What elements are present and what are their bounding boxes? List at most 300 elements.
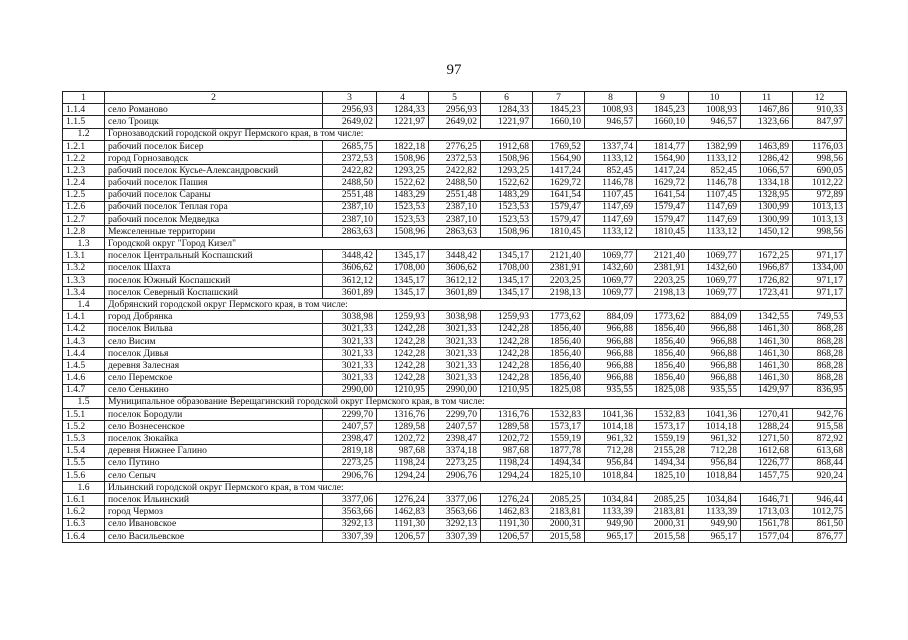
row-code: 1.2.8 bbox=[63, 226, 105, 238]
column-number-row bbox=[63, 92, 847, 104]
settlement-name: село Путино bbox=[105, 457, 323, 469]
settlement-name: поселок Северный Коспашский bbox=[105, 287, 323, 299]
row-code: 1.6 bbox=[63, 482, 105, 494]
value-cell: 2273,25 bbox=[323, 457, 377, 469]
row-code: 1.1.4 bbox=[63, 104, 105, 116]
settlement-name: поселок Шахта bbox=[105, 262, 323, 274]
value-cell: 2398,47 bbox=[323, 433, 377, 445]
section-title: Городской округ "Город Кизел" bbox=[105, 238, 847, 250]
row-code: 1.6.2 bbox=[63, 506, 105, 518]
value-cell: 966,88 bbox=[689, 372, 741, 384]
value-cell: 1877,78 bbox=[533, 445, 585, 457]
value-cell: 1069,77 bbox=[585, 274, 637, 286]
section-row bbox=[63, 396, 847, 408]
table-row bbox=[63, 104, 847, 116]
value-cell: 1417,24 bbox=[637, 165, 689, 177]
value-cell: 3601,89 bbox=[429, 287, 481, 299]
value-cell: 1328,95 bbox=[741, 189, 793, 201]
value-cell: 1773,62 bbox=[637, 311, 689, 323]
value-cell: 1133,12 bbox=[689, 226, 741, 238]
row-code: 1.3.3 bbox=[63, 274, 105, 286]
row-code: 1.2.1 bbox=[63, 140, 105, 152]
tariff-table bbox=[62, 91, 847, 543]
value-cell: 1198,24 bbox=[481, 457, 533, 469]
value-cell: 2381,91 bbox=[533, 262, 585, 274]
section-title: Муниципальное образование Верещагинский городской округ Пермского края, в том числе: bbox=[105, 396, 847, 408]
value-cell: 2273,25 bbox=[429, 457, 481, 469]
value-cell: 1259,93 bbox=[377, 311, 429, 323]
column-number-1: 1 bbox=[63, 92, 105, 104]
value-cell: 1417,24 bbox=[533, 165, 585, 177]
value-cell: 884,09 bbox=[585, 311, 637, 323]
section-row bbox=[63, 482, 847, 494]
value-cell: 1334,00 bbox=[793, 262, 847, 274]
value-cell: 1271,50 bbox=[741, 433, 793, 445]
row-code: 1.5.3 bbox=[63, 433, 105, 445]
row-code: 1.3.2 bbox=[63, 262, 105, 274]
table-row bbox=[63, 506, 847, 518]
value-cell: 2407,57 bbox=[323, 421, 377, 433]
value-cell: 1822,18 bbox=[377, 140, 429, 152]
column-number-3: 3 bbox=[323, 92, 377, 104]
value-cell: 1508,96 bbox=[481, 226, 533, 238]
table-row bbox=[63, 262, 847, 274]
value-cell: 961,32 bbox=[689, 433, 741, 445]
value-cell: 3021,33 bbox=[429, 347, 481, 359]
row-code: 1.4 bbox=[63, 299, 105, 311]
value-cell: 910,33 bbox=[793, 104, 847, 116]
value-cell: 3038,98 bbox=[429, 311, 481, 323]
value-cell: 2422,82 bbox=[323, 165, 377, 177]
value-cell: 861,50 bbox=[793, 518, 847, 530]
row-code: 1.4.7 bbox=[63, 384, 105, 396]
value-cell: 712,28 bbox=[585, 445, 637, 457]
value-cell: 942,76 bbox=[793, 408, 847, 420]
table-row bbox=[63, 530, 847, 542]
value-cell: 1432,60 bbox=[689, 262, 741, 274]
value-cell: 1147,69 bbox=[689, 213, 741, 225]
page-number: 97 bbox=[446, 62, 462, 78]
value-cell: 1825,08 bbox=[533, 384, 585, 396]
settlement-name: город Чермоз bbox=[105, 506, 323, 518]
value-cell: 2863,63 bbox=[323, 226, 377, 238]
row-code: 1.3.1 bbox=[63, 250, 105, 262]
section-row bbox=[63, 299, 847, 311]
value-cell: 1041,36 bbox=[689, 408, 741, 420]
value-cell: 1708,00 bbox=[377, 262, 429, 274]
value-cell: 1147,69 bbox=[585, 201, 637, 213]
value-cell: 2956,93 bbox=[429, 104, 481, 116]
row-code: 1.6.4 bbox=[63, 530, 105, 542]
value-cell: 1345,17 bbox=[481, 274, 533, 286]
value-cell: 998,56 bbox=[793, 152, 847, 164]
value-cell: 1202,72 bbox=[481, 433, 533, 445]
settlement-name: поселок Ильинский bbox=[105, 494, 323, 506]
value-cell: 1300,99 bbox=[741, 201, 793, 213]
value-cell: 1345,17 bbox=[481, 287, 533, 299]
value-cell: 1646,71 bbox=[741, 494, 793, 506]
value-cell: 2085,25 bbox=[533, 494, 585, 506]
row-code: 1.3 bbox=[63, 238, 105, 250]
value-cell: 1300,99 bbox=[741, 213, 793, 225]
value-cell: 1286,42 bbox=[741, 152, 793, 164]
value-cell: 915,58 bbox=[793, 421, 847, 433]
value-cell: 2203,25 bbox=[533, 274, 585, 286]
value-cell: 852,45 bbox=[689, 165, 741, 177]
value-cell: 1825,10 bbox=[533, 469, 585, 481]
value-cell: 1573,17 bbox=[533, 421, 585, 433]
value-cell: 2387,10 bbox=[429, 201, 481, 213]
value-cell: 1146,78 bbox=[585, 177, 637, 189]
value-cell: 3377,06 bbox=[429, 494, 481, 506]
value-cell: 1107,45 bbox=[689, 189, 741, 201]
value-cell: 2407,57 bbox=[429, 421, 481, 433]
value-cell: 852,45 bbox=[585, 165, 637, 177]
value-cell: 966,88 bbox=[585, 347, 637, 359]
value-cell: 949,90 bbox=[689, 518, 741, 530]
value-cell: 1467,86 bbox=[741, 104, 793, 116]
value-cell: 1564,90 bbox=[533, 152, 585, 164]
value-cell: 2381,91 bbox=[637, 262, 689, 274]
value-cell: 1532,83 bbox=[637, 408, 689, 420]
column-number-6: 6 bbox=[481, 92, 533, 104]
settlement-name: село Васильевское bbox=[105, 530, 323, 542]
table-row bbox=[63, 152, 847, 164]
settlement-name: село Сепыч bbox=[105, 469, 323, 481]
value-cell: 1579,47 bbox=[637, 201, 689, 213]
settlement-name: поселок Зюкайка bbox=[105, 433, 323, 445]
value-cell: 3021,33 bbox=[323, 360, 377, 372]
settlement-name: поселок Центральный Коспашский bbox=[105, 250, 323, 262]
value-cell: 1288,24 bbox=[741, 421, 793, 433]
settlement-name: рабочий поселок Теплая гора bbox=[105, 201, 323, 213]
table-row bbox=[63, 421, 847, 433]
settlement-name: Межселенные территории bbox=[105, 226, 323, 238]
value-cell: 1559,19 bbox=[533, 433, 585, 445]
value-cell: 1133,39 bbox=[689, 506, 741, 518]
value-cell: 3021,33 bbox=[323, 372, 377, 384]
value-cell: 1226,77 bbox=[741, 457, 793, 469]
table-row bbox=[63, 165, 847, 177]
value-cell: 1345,17 bbox=[481, 250, 533, 262]
value-cell: 2649,02 bbox=[429, 116, 481, 128]
row-code: 1.4.4 bbox=[63, 347, 105, 359]
value-cell: 1573,17 bbox=[637, 421, 689, 433]
value-cell: 1457,75 bbox=[741, 469, 793, 481]
value-cell: 2551,48 bbox=[429, 189, 481, 201]
settlement-name: город Добрянка bbox=[105, 311, 323, 323]
value-cell: 2121,40 bbox=[637, 250, 689, 262]
row-code: 1.5.2 bbox=[63, 421, 105, 433]
value-cell: 1012,22 bbox=[793, 177, 847, 189]
value-cell: 971,17 bbox=[793, 287, 847, 299]
value-cell: 935,55 bbox=[689, 384, 741, 396]
value-cell: 3563,66 bbox=[429, 506, 481, 518]
value-cell: 920,24 bbox=[793, 469, 847, 481]
value-cell: 949,90 bbox=[585, 518, 637, 530]
row-code: 1.2.5 bbox=[63, 189, 105, 201]
table-row bbox=[63, 384, 847, 396]
value-cell: 2990,00 bbox=[429, 384, 481, 396]
value-cell: 1713,03 bbox=[741, 506, 793, 518]
settlement-name: село Сенькино bbox=[105, 384, 323, 396]
section-title: Горнозаводский городской округ Пермского края, в том числе: bbox=[105, 128, 847, 140]
value-cell: 1773,62 bbox=[533, 311, 585, 323]
value-cell: 1856,40 bbox=[637, 360, 689, 372]
value-cell: 3563,66 bbox=[323, 506, 377, 518]
value-cell: 3021,33 bbox=[429, 323, 481, 335]
table-row bbox=[63, 213, 847, 225]
row-code: 1.2.3 bbox=[63, 165, 105, 177]
value-cell: 1008,93 bbox=[585, 104, 637, 116]
table-row bbox=[63, 226, 847, 238]
row-code: 1.2.6 bbox=[63, 201, 105, 213]
value-cell: 868,28 bbox=[793, 335, 847, 347]
value-cell: 1345,17 bbox=[377, 287, 429, 299]
table-row bbox=[63, 433, 847, 445]
value-cell: 1577,04 bbox=[741, 530, 793, 542]
value-cell: 1483,29 bbox=[481, 189, 533, 201]
settlement-name: рабочий поселок Сараны bbox=[105, 189, 323, 201]
table-row bbox=[63, 445, 847, 457]
column-number-10: 10 bbox=[689, 92, 741, 104]
value-cell: 1494,34 bbox=[637, 457, 689, 469]
value-cell: 1323,66 bbox=[741, 116, 793, 128]
value-cell: 1856,40 bbox=[637, 323, 689, 335]
value-cell: 1242,28 bbox=[481, 347, 533, 359]
section-title: Добрянский городской округ Пермского края, в том числе: bbox=[105, 299, 847, 311]
value-cell: 1191,30 bbox=[481, 518, 533, 530]
value-cell: 1276,24 bbox=[481, 494, 533, 506]
table-row bbox=[63, 469, 847, 481]
value-cell: 1461,30 bbox=[741, 372, 793, 384]
value-cell: 3292,13 bbox=[429, 518, 481, 530]
value-cell: 961,32 bbox=[585, 433, 637, 445]
value-cell: 3021,33 bbox=[429, 360, 481, 372]
value-cell: 1202,72 bbox=[377, 433, 429, 445]
row-code: 1.1.5 bbox=[63, 116, 105, 128]
table-row bbox=[63, 287, 847, 299]
value-cell: 1069,77 bbox=[585, 250, 637, 262]
value-cell: 1612,68 bbox=[741, 445, 793, 457]
value-cell: 1856,40 bbox=[533, 372, 585, 384]
value-cell: 1316,76 bbox=[377, 408, 429, 420]
value-cell: 3377,06 bbox=[323, 494, 377, 506]
settlement-name: село Перемское bbox=[105, 372, 323, 384]
value-cell: 1579,47 bbox=[533, 213, 585, 225]
value-cell: 1206,57 bbox=[377, 530, 429, 542]
table-row bbox=[63, 250, 847, 262]
value-cell: 2183,81 bbox=[533, 506, 585, 518]
value-cell: 1483,29 bbox=[377, 189, 429, 201]
value-cell: 2776,25 bbox=[429, 140, 481, 152]
value-cell: 3021,33 bbox=[323, 323, 377, 335]
settlement-name: поселок Южный Коспашский bbox=[105, 274, 323, 286]
value-cell: 1147,69 bbox=[689, 201, 741, 213]
row-code: 1.6.1 bbox=[63, 494, 105, 506]
settlement-name: село Ивановское bbox=[105, 518, 323, 530]
value-cell: 966,88 bbox=[585, 335, 637, 347]
row-code: 1.2.4 bbox=[63, 177, 105, 189]
value-cell: 1508,96 bbox=[481, 152, 533, 164]
value-cell: 946,57 bbox=[689, 116, 741, 128]
value-cell: 1461,30 bbox=[741, 323, 793, 335]
value-cell: 868,28 bbox=[793, 372, 847, 384]
value-cell: 1579,47 bbox=[533, 201, 585, 213]
value-cell: 1342,55 bbox=[741, 311, 793, 323]
column-number-11: 11 bbox=[741, 92, 793, 104]
value-cell: 966,88 bbox=[689, 360, 741, 372]
value-cell: 613,68 bbox=[793, 445, 847, 457]
value-cell: 1242,28 bbox=[481, 372, 533, 384]
value-cell: 1450,12 bbox=[741, 226, 793, 238]
value-cell: 946,57 bbox=[585, 116, 637, 128]
value-cell: 1508,96 bbox=[377, 152, 429, 164]
value-cell: 2015,58 bbox=[533, 530, 585, 542]
value-cell: 1066,57 bbox=[741, 165, 793, 177]
value-cell: 1334,18 bbox=[741, 177, 793, 189]
value-cell: 1523,53 bbox=[377, 201, 429, 213]
value-cell: 987,68 bbox=[377, 445, 429, 457]
value-cell: 1660,10 bbox=[637, 116, 689, 128]
row-code: 1.2.2 bbox=[63, 152, 105, 164]
row-code: 1.2 bbox=[63, 128, 105, 140]
value-cell: 2551,48 bbox=[323, 189, 377, 201]
value-cell: 1463,89 bbox=[741, 140, 793, 152]
row-code: 1.4.1 bbox=[63, 311, 105, 323]
value-cell: 1133,39 bbox=[585, 506, 637, 518]
value-cell: 1069,77 bbox=[689, 287, 741, 299]
value-cell: 966,88 bbox=[585, 323, 637, 335]
value-cell: 2906,76 bbox=[429, 469, 481, 481]
value-cell: 1856,40 bbox=[533, 360, 585, 372]
value-cell: 1013,13 bbox=[793, 201, 847, 213]
value-cell: 966,88 bbox=[585, 372, 637, 384]
value-cell: 1532,83 bbox=[533, 408, 585, 420]
settlement-name: рабочий поселок Пашия bbox=[105, 177, 323, 189]
settlement-name: рабочий поселок Медведка bbox=[105, 213, 323, 225]
value-cell: 1107,45 bbox=[585, 189, 637, 201]
value-cell: 1523,53 bbox=[481, 213, 533, 225]
value-cell: 1284,33 bbox=[377, 104, 429, 116]
value-cell: 2000,31 bbox=[533, 518, 585, 530]
row-code: 1.5.6 bbox=[63, 469, 105, 481]
value-cell: 3606,62 bbox=[429, 262, 481, 274]
value-cell: 3021,33 bbox=[323, 335, 377, 347]
value-cell: 749,53 bbox=[793, 311, 847, 323]
value-cell: 3374,18 bbox=[429, 445, 481, 457]
value-cell: 1522,62 bbox=[481, 177, 533, 189]
table-row bbox=[63, 201, 847, 213]
row-code: 1.5.4 bbox=[63, 445, 105, 457]
settlement-name: село Висим bbox=[105, 335, 323, 347]
column-number-5: 5 bbox=[429, 92, 481, 104]
value-cell: 1825,10 bbox=[637, 469, 689, 481]
row-code: 1.6.3 bbox=[63, 518, 105, 530]
column-number-9: 9 bbox=[637, 92, 689, 104]
value-cell: 3448,42 bbox=[429, 250, 481, 262]
value-cell: 1069,77 bbox=[585, 287, 637, 299]
value-cell: 2155,28 bbox=[637, 445, 689, 457]
value-cell: 868,28 bbox=[793, 360, 847, 372]
value-cell: 1008,93 bbox=[689, 104, 741, 116]
value-cell: 1284,33 bbox=[481, 104, 533, 116]
value-cell: 966,88 bbox=[689, 335, 741, 347]
table-row bbox=[63, 140, 847, 152]
value-cell: 1210,95 bbox=[481, 384, 533, 396]
value-cell: 1034,84 bbox=[689, 494, 741, 506]
value-cell: 1432,60 bbox=[585, 262, 637, 274]
value-cell: 1462,83 bbox=[377, 506, 429, 518]
value-cell: 2819,18 bbox=[323, 445, 377, 457]
table-row bbox=[63, 274, 847, 286]
value-cell: 1345,17 bbox=[377, 274, 429, 286]
value-cell: 1147,69 bbox=[585, 213, 637, 225]
table-row bbox=[63, 457, 847, 469]
value-cell: 836,95 bbox=[793, 384, 847, 396]
value-cell: 1429,97 bbox=[741, 384, 793, 396]
value-cell: 1523,53 bbox=[377, 213, 429, 225]
value-cell: 1210,95 bbox=[377, 384, 429, 396]
value-cell: 971,17 bbox=[793, 274, 847, 286]
value-cell: 3612,12 bbox=[429, 274, 481, 286]
value-cell: 1242,28 bbox=[377, 372, 429, 384]
value-cell: 3038,98 bbox=[323, 311, 377, 323]
value-cell: 1242,28 bbox=[377, 323, 429, 335]
value-cell: 1289,58 bbox=[481, 421, 533, 433]
value-cell: 1293,25 bbox=[377, 165, 429, 177]
settlement-name: село Романово bbox=[105, 104, 323, 116]
value-cell: 1461,30 bbox=[741, 335, 793, 347]
value-cell: 1856,40 bbox=[637, 372, 689, 384]
settlement-name: рабочий поселок Бисер bbox=[105, 140, 323, 152]
value-cell: 998,56 bbox=[793, 226, 847, 238]
value-cell: 3606,62 bbox=[323, 262, 377, 274]
column-number-7: 7 bbox=[533, 92, 585, 104]
value-cell: 868,44 bbox=[793, 457, 847, 469]
value-cell: 1494,34 bbox=[533, 457, 585, 469]
table-row bbox=[63, 347, 847, 359]
value-cell: 847,97 bbox=[793, 116, 847, 128]
value-cell: 1221,97 bbox=[481, 116, 533, 128]
value-cell: 1845,23 bbox=[637, 104, 689, 116]
value-cell: 1723,41 bbox=[741, 287, 793, 299]
value-cell: 966,88 bbox=[689, 323, 741, 335]
value-cell: 2387,10 bbox=[323, 201, 377, 213]
column-number-2: 2 bbox=[105, 92, 323, 104]
value-cell: 1769,52 bbox=[533, 140, 585, 152]
value-cell: 2000,31 bbox=[637, 518, 689, 530]
column-number-12: 12 bbox=[793, 92, 847, 104]
value-cell: 2015,58 bbox=[637, 530, 689, 542]
value-cell: 1133,12 bbox=[689, 152, 741, 164]
value-cell: 1242,28 bbox=[377, 360, 429, 372]
value-cell: 1133,12 bbox=[585, 152, 637, 164]
value-cell: 1559,19 bbox=[637, 433, 689, 445]
value-cell: 935,55 bbox=[585, 384, 637, 396]
value-cell: 966,88 bbox=[689, 347, 741, 359]
settlement-name: деревня Залесная bbox=[105, 360, 323, 372]
value-cell: 2372,53 bbox=[323, 152, 377, 164]
value-cell: 1461,30 bbox=[741, 360, 793, 372]
value-cell: 1461,30 bbox=[741, 347, 793, 359]
section-row bbox=[63, 128, 847, 140]
value-cell: 1242,28 bbox=[481, 335, 533, 347]
value-cell: 1242,28 bbox=[481, 323, 533, 335]
table-row bbox=[63, 494, 847, 506]
value-cell: 2488,50 bbox=[429, 177, 481, 189]
row-code: 1.5 bbox=[63, 396, 105, 408]
